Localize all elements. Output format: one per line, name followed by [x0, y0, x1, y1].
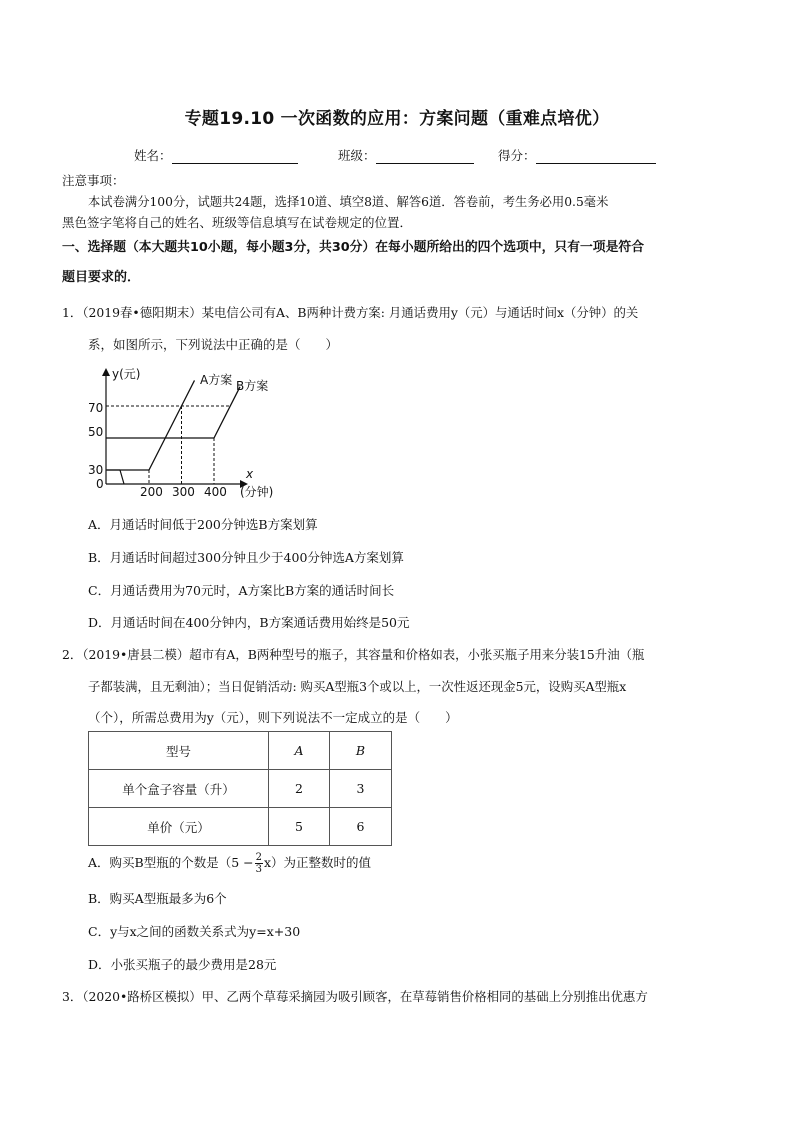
fraction-denominator: 3 — [255, 864, 262, 875]
fraction-numerator: 2 — [255, 852, 262, 863]
name-label: 姓名： — [134, 148, 172, 163]
q2-option-d: D．小张买瓶子的最少费用是28元 — [88, 957, 277, 972]
y-tick-50: 50 — [88, 425, 104, 439]
score-field — [498, 146, 656, 164]
notice-line-2: 黑色签字笔将自己的姓名、班级等信息填写在试卷规定的位置． — [62, 215, 413, 230]
y-axis-label: y(元) — [112, 367, 141, 381]
table-cell: 3 — [330, 770, 392, 808]
q2-stem-line-2: 子都装满，且无剩油）；当日促销活动: 购买A型瓶3个或以上，一次性返还现金5元，设购买A型瓶x — [88, 679, 627, 694]
series-b-line — [106, 387, 240, 438]
class-label: 班级： — [338, 148, 376, 163]
section-heading-line-2: 题目要求的． — [62, 270, 141, 285]
x-tick-400: 400 — [204, 485, 227, 499]
y-tick-30: 30 — [88, 463, 104, 477]
score-blank — [536, 149, 656, 164]
q1-option-d: D．月通话时间在400分钟内，B方案通话费用始终是50元 — [88, 615, 410, 630]
series-a-label: A方案 — [200, 373, 233, 387]
table-header-cell: A — [269, 732, 330, 770]
score-label: 得分： — [498, 148, 536, 163]
q1-option-c: C．月通话费用为70元时，A方案比B方案的通话时间长 — [88, 583, 395, 598]
origin-label: 0 — [96, 477, 104, 491]
q2-table — [88, 731, 392, 846]
q2-option-a-prefix: A．购买B型瓶的个数是（5 − — [88, 855, 254, 870]
q2-option-a-suffix: x）为正整数时的值 — [264, 855, 372, 870]
q2-stem-line-3: （个），所需总费用为y（元），则下列说法不一定成立的是（ ） — [88, 710, 458, 725]
x-tick-300: 300 — [172, 485, 195, 499]
q2-option-b: B．购买A型瓶最多为6个 — [88, 891, 227, 906]
table-header-cell: B — [330, 732, 392, 770]
x-tick-200: 200 — [140, 485, 163, 499]
q1-stem-line-1: 1．（2019春•德阳期末）某电信公司有A、B两种计费方案: 月通话费用y（元）与通话时间x（分钟）的关 — [62, 305, 639, 320]
table-cell: 2 — [269, 770, 330, 808]
q1-option-b: B．月通话时间超过300分钟且少于400分钟选A方案划算 — [88, 550, 404, 565]
q2-option-c: C．y与x之间的函数关系式为y=x+30 — [88, 924, 301, 939]
table-cell: 5 — [269, 808, 330, 846]
table-header-row — [89, 732, 392, 770]
section-heading-line-1: 一、选择题（本大题共10小题，每小题3分，共30分）在每小题所给出的四个选项中，只有一项是符合 — [62, 240, 644, 255]
class-blank — [376, 149, 474, 164]
x-axis-unit: (分钟) — [240, 485, 274, 499]
q3-stem-line-1: 3．（2020•路桥区模拟）甲、乙两个草莓采摘园为吸引顾客，在草莓销售价格相同的基础上分别推出优惠方 — [62, 989, 648, 1004]
name-field — [134, 146, 298, 164]
y-axis-arrow — [102, 368, 110, 376]
table-row — [89, 770, 392, 808]
q2-stem-line-1: 2．（2019•唐县二模）超市有A，B两种型号的瓶子，其容量和价格如表，小张买瓶子用来分装15升油（瓶 — [62, 647, 645, 662]
notice-heading: 注意事项： — [62, 173, 125, 188]
q2-option-a — [88, 852, 371, 875]
table-cell: 单个盒子容量（升） — [89, 770, 269, 808]
fraction — [255, 852, 263, 875]
page-title: 专题19.10 一次函数的应用：方案问题（重难点培优） — [184, 109, 610, 129]
class-field — [338, 146, 474, 164]
x-axis-label: x — [246, 467, 254, 481]
series-b-label: B方案 — [236, 379, 269, 393]
notice-line-1: 本试卷满分100分，试题共24题，选择10道、填空8道、解答6道．答卷前，考生务必用0.5毫米 — [88, 195, 609, 209]
name-blank — [172, 149, 298, 164]
table-cell: 6 — [330, 808, 392, 846]
table-header-cell: 型号 — [89, 732, 269, 770]
q1-stem-line-2: 系，如图所示，下列说法中正确的是（ ） — [88, 337, 339, 352]
q1-option-a: A．月通话时间低于200分钟选B方案划算 — [88, 517, 318, 532]
y-tick-70: 70 — [88, 401, 104, 415]
q1-graph — [80, 362, 300, 502]
axis-break-slant — [120, 470, 124, 484]
table-cell: 单价（元） — [89, 808, 269, 846]
table-row — [89, 808, 392, 846]
